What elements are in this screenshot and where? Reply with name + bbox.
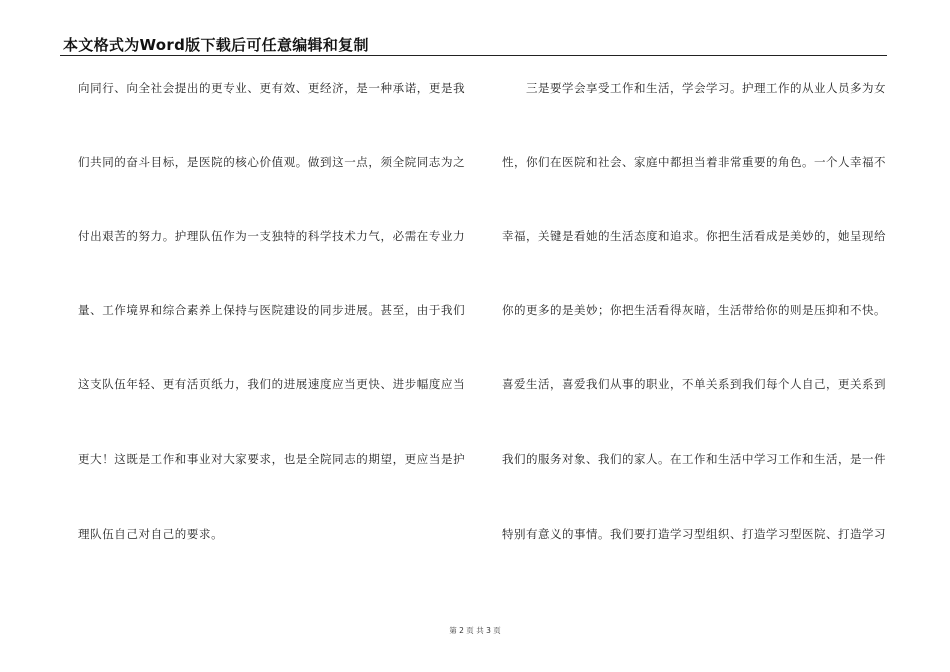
left-line-6: 更大！这既是工作和事业对大家要求，也是全院同志的期望，更应当是护 [78,452,466,466]
right-line-6: 我们的服务对象、我们的家人。在工作和生活中学习工作和生活，是一件 [502,452,886,466]
header-divider [60,55,887,56]
right-line-2: 性，你们在医院和社会、家庭中都担当着非常重要的角色。一个人幸福不 [502,155,886,169]
left-line-3: 付出艰苦的努力。护理队伍作为一支独特的科学技术力气，必需在专业力 [78,229,466,243]
right-line-7: 特别有意义的事情。我们要打造学习型组织、打造学习型医院、打造学习 [502,527,886,541]
right-line-1: 三是要学会享受工作和生活，学会学习。护理工作的从业人员多为女 [526,81,886,95]
page-number-footer: 第 2 页 共 3 页 [449,626,501,635]
left-line-7: 理队伍自己对自己的要求。 [78,527,224,541]
left-line-4: 量、工作境界和综合素养上保持与医院建设的同步进展。甚至，由于我们 [78,303,466,317]
left-line-5: 这支队伍年轻、更有活页纸力，我们的进展速度应当更快、进步幅度应当 [78,377,466,391]
left-line-1: 向同行、向全社会提出的更专业、更有效、更经济，是一种承诺，更是我 [78,81,466,95]
right-line-4: 你的更多的是美妙；你把生活看得灰暗，生活带给你的则是压抑和不快。 [502,303,886,317]
page-header-title: 本文格式为Word版下载后可任意编辑和复制 [63,36,369,54]
right-line-5: 喜爱生活，喜爱我们从事的职业，不单关系到我们每个人自己，更关系到 [502,377,886,391]
right-line-3: 幸福，关键是看她的生活态度和追求。你把生活看成是美妙的，她呈现给 [502,229,886,243]
left-line-2: 们共同的奋斗目标，是医院的核心价值观。做到这一点，须全院同志为之 [78,155,466,169]
